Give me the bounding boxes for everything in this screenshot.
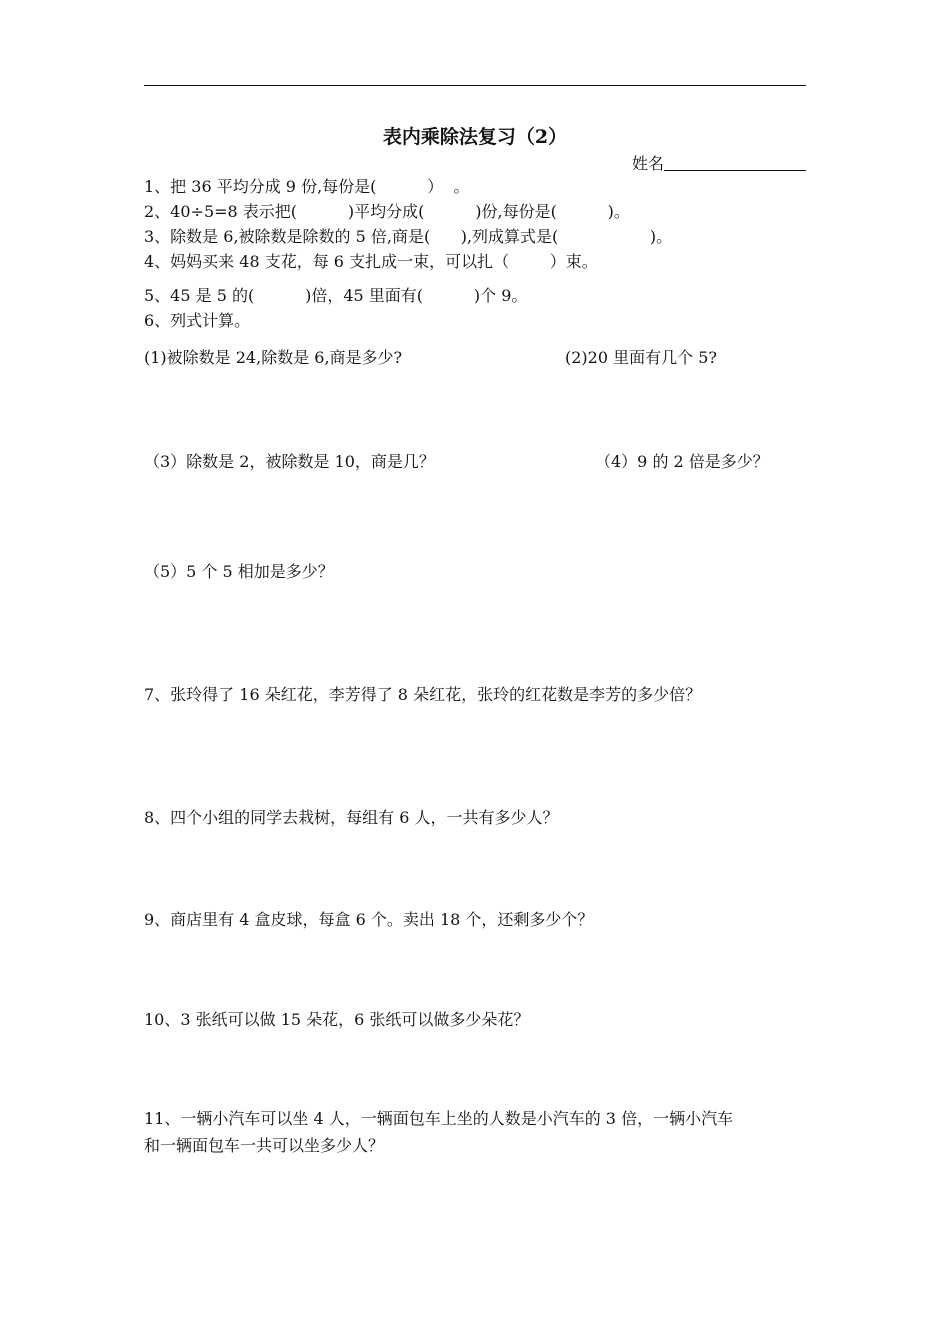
question-6-4: （4）9 的 2 倍是多少？: [595, 452, 769, 471]
question-9: 9、商店里有 4 盒皮球，每盒 6 个。卖出 18 个，还剩多少个？: [144, 910, 594, 929]
question-1: 1、把 36 平均分成 9 份,每份是( ） 。: [144, 177, 470, 196]
question-11-line-2: 和一辆面包车一共可以坐多少人？: [144, 1136, 385, 1155]
name-field: [632, 151, 806, 174]
question-11-line-1: 11、一辆小汽车可以坐 4 人，一辆面包车上坐的人数是小汽车的 3 倍，一辆小汽车: [144, 1109, 734, 1128]
question-6-1: (1)被除数是 24,除数是 6,商是多少?: [144, 348, 403, 367]
question-6-2: (2)20 里面有几个 5?: [565, 348, 717, 367]
question-3: 3、除数是 6,被除数是除数的 5 倍,商是( ),列成算式是( )。: [144, 227, 673, 246]
question-7: 7、张玲得了 16 朵红花，李芳得了 8 朵红花，张玲的红花数是李芳的多少倍？: [144, 685, 702, 704]
question-8: 8、四个小组的同学去栽树，每组有 6 人，一共有多少人？: [144, 808, 559, 827]
question-10: 10、3 张纸可以做 15 朵花，6 张纸可以做多少朵花？: [144, 1010, 530, 1029]
question-2: 2、40÷5=8 表示把( )平均分成( )份,每份是( )。: [144, 202, 630, 221]
name-label: 姓名: [631, 154, 664, 173]
top-rule: [144, 85, 806, 86]
question-6-3: （3）除数是 2，被除数是 10，商是几？: [144, 452, 435, 471]
question-5: 5、45 是 5 的( )倍，45 里面有( )个 9。: [144, 286, 528, 305]
question-6: 6、列式计算。: [144, 311, 251, 330]
page-title: 表内乘除法复习（2）: [382, 126, 568, 148]
question-6-5: （5）5 个 5 相加是多少？: [144, 562, 334, 581]
name-blank: [664, 154, 806, 171]
question-4: 4、妈妈买来 48 支花，每 6 支扎成一束，可以扎（ ）束。: [144, 252, 598, 271]
